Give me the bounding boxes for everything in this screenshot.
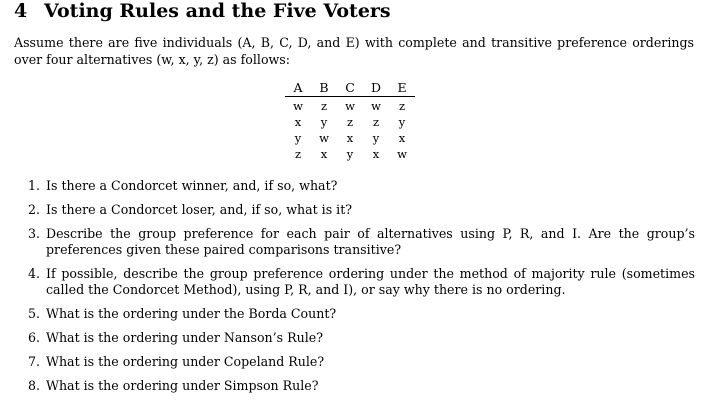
table-cell: y [320,115,328,129]
question-text: Describe the group preference for each pair of alternatives using P, R, and I. Are the group’s preferences given these paired comparisons transitive? [46,226,695,257]
question-item [28,266,695,298]
question-number: 3. [28,226,41,241]
table-row [285,97,415,115]
question-text: Is there a Condorcet loser, and, if so, what is it? [46,202,353,217]
question-text: Is there a Condorcet winner, and, if so, what? [46,178,338,193]
table-cell: z [398,99,406,113]
section-number: 4 [14,0,28,22]
voter-header: E [389,80,415,97]
question-item [28,306,695,322]
question-number: 6. [28,330,41,345]
question-number: 1. [28,178,41,193]
question-item [28,202,695,218]
voter-header: A [285,80,311,97]
question-text: If possible, describe the group preference ordering under the method of majority rule (sometimes called the Condorcet Method), using P, R, and I), or say why there is no ordering. [46,266,695,297]
table-cell: y [346,147,354,161]
question-item [28,378,695,394]
table-cell: w [371,99,381,113]
table-cell: w [397,147,407,161]
question-text: What is the ordering under Nanson’s Rule? [46,330,323,345]
table-row [285,114,415,130]
table-cell: x [372,147,380,161]
question-number: 4. [28,266,41,281]
preference-table-header-row [285,80,415,97]
table-cell: z [294,147,302,161]
table-cell: x [320,147,328,161]
table-row [285,146,415,162]
intro-paragraph: Assume there are five individuals (A, B, C, D, and E) with complete and transitive preference orderings over four alternatives (w, x, y, z) as follows: [14,35,694,67]
question-number: 8. [28,378,41,393]
table-cell: z [320,99,328,113]
voter-header: C [337,80,363,97]
table-row [285,130,415,146]
table-cell: w [345,99,355,113]
question-number: 7. [28,354,41,369]
question-item [28,178,695,194]
table-cell: w [319,131,329,145]
preference-table [285,80,415,162]
table-cell: z [346,115,354,129]
question-number: 5. [28,306,41,321]
question-item [28,226,695,258]
table-cell: w [293,99,303,113]
voter-header: D [363,80,389,97]
voter-header: B [311,80,337,97]
question-item [28,354,695,370]
table-cell: z [372,115,380,129]
question-number: 2. [28,202,41,217]
section-heading [14,0,391,22]
table-cell: y [398,115,406,129]
question-item [28,330,695,346]
question-text: What is the ordering under the Borda Count? [46,306,337,321]
table-cell: y [372,131,380,145]
question-text: What is the ordering under Copeland Rule? [46,354,325,369]
table-cell: x [398,131,406,145]
table-cell: x [346,131,354,145]
question-list [28,178,695,402]
section-title: Voting Rules and the Five Voters [44,0,391,22]
table-cell: y [294,131,302,145]
table-cell: x [294,115,302,129]
question-text: What is the ordering under Simpson Rule? [46,378,319,393]
